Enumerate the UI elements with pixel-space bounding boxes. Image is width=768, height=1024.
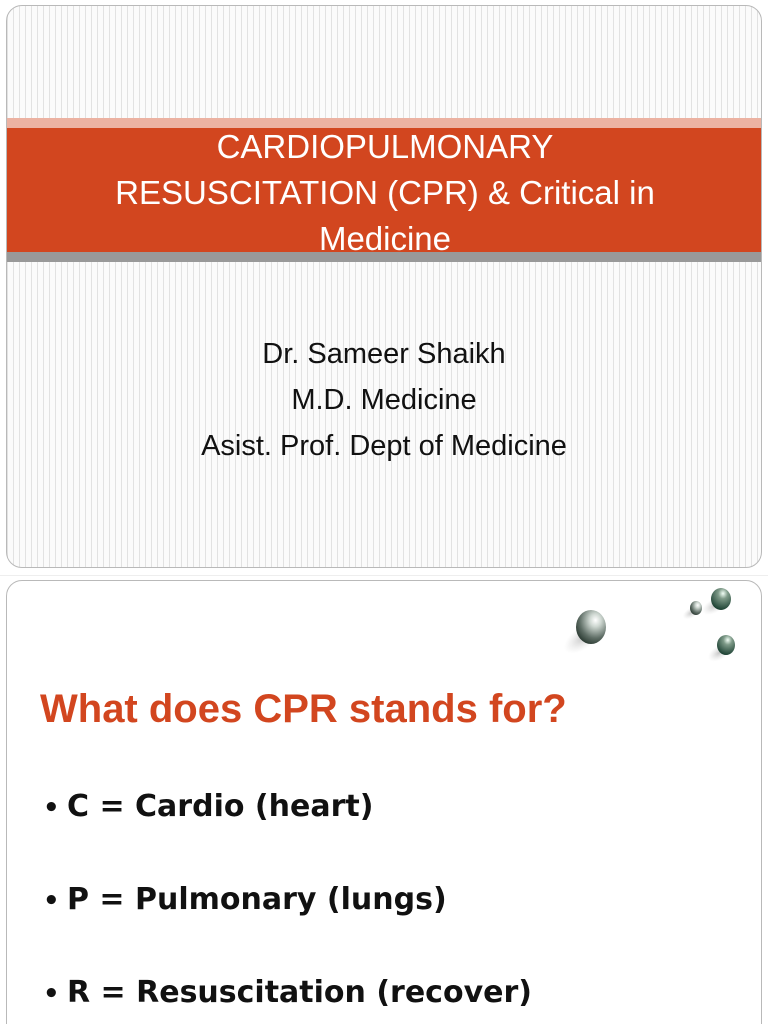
list-item xyxy=(43,880,532,973)
author-degree: M.D. Medicine xyxy=(291,384,477,416)
title-slide xyxy=(6,5,762,568)
droplet-small xyxy=(690,601,702,615)
slide-title-line-2: RESUSCITATION (CPR) & Critical in xyxy=(115,174,655,211)
slide-title-line-1: CARDIOPULMONARY xyxy=(216,128,554,165)
slide-heading: What does CPR stands for? xyxy=(40,687,567,731)
bullet-icon: • xyxy=(43,979,60,1009)
droplet-top-right xyxy=(711,588,731,610)
list-item xyxy=(43,787,532,880)
water-droplets-decoration xyxy=(521,581,761,691)
list-item xyxy=(43,973,532,1024)
bullet-text-r: R = Resuscitation (recover) xyxy=(67,975,532,1010)
bullet-icon: • xyxy=(43,886,60,916)
author-name: Dr. Sameer Shaikh xyxy=(262,338,506,370)
content-slide xyxy=(6,580,762,1024)
droplet-large xyxy=(576,610,606,644)
author-position: Asist. Prof. Dept of Medicine xyxy=(201,430,567,462)
author-info xyxy=(7,331,761,469)
slide-title xyxy=(47,124,723,262)
slide-title-line-3: Medicine xyxy=(318,220,452,257)
bullet-icon: • xyxy=(43,793,60,823)
bullet-text-c: C = Cardio (heart) xyxy=(67,789,374,824)
droplet-lower-right xyxy=(717,635,735,655)
bullet-list xyxy=(43,787,532,1024)
bullet-text-p: P = Pulmonary (lungs) xyxy=(67,882,447,917)
page-divider xyxy=(0,575,768,576)
